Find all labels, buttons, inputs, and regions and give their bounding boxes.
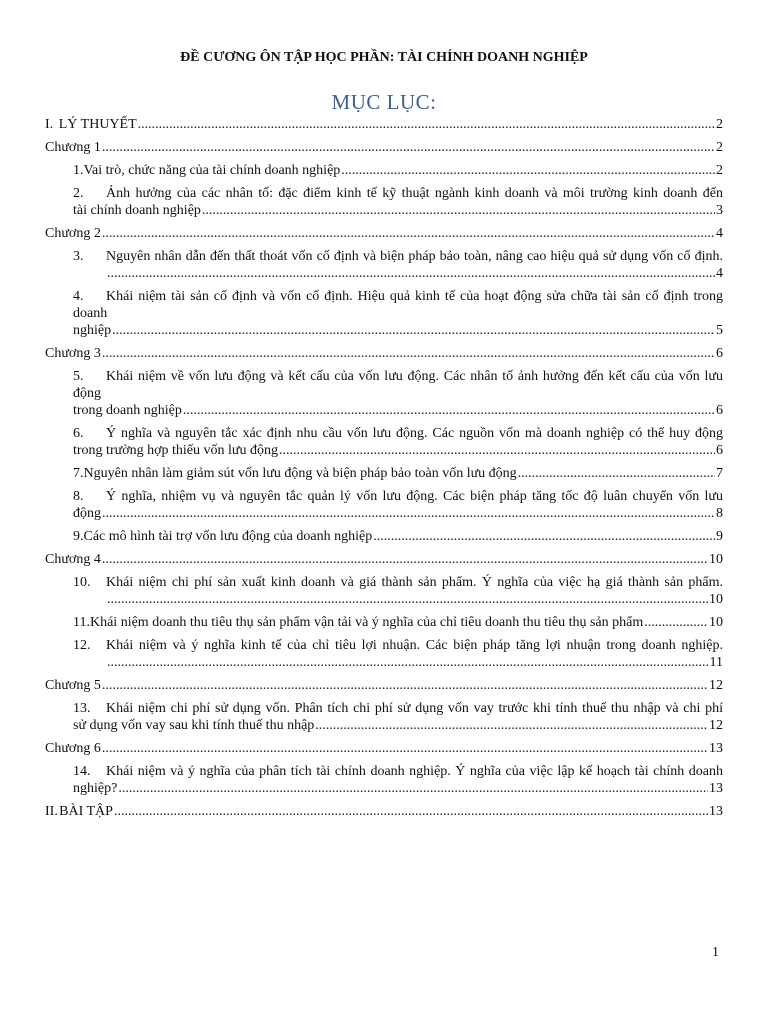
- toc-entry[interactable]: [45, 614, 723, 631]
- toc-entry[interactable]: [45, 740, 723, 757]
- toc-entry[interactable]: [45, 528, 723, 545]
- toc-dot-leader: [341, 162, 715, 179]
- toc-entry-number: 10.: [73, 575, 91, 590]
- toc-entry-number: 6.: [73, 426, 84, 441]
- toc-entry-row: [45, 803, 723, 820]
- toc-entry-text: BÀI TẬP: [59, 804, 113, 819]
- toc-entry-row: [45, 225, 723, 242]
- toc-entry-number: I.: [45, 117, 54, 132]
- toc-entry[interactable]: [45, 700, 723, 734]
- toc-entry-page: 10: [709, 592, 723, 607]
- toc-entry-page: 7: [716, 466, 723, 481]
- toc-dot-leader: [102, 740, 708, 757]
- toc-entry-text: Ảnh hưởng của các nhân tố: đặc điểm kinh tế kỹ thuật ngành kinh doanh và môi trường kinh doanh đến: [106, 186, 723, 201]
- toc-entry-text: Chương 5: [45, 678, 101, 693]
- toc-dot-leader: [138, 116, 715, 133]
- toc-entry-text: Khái niệm và ý nghĩa kinh tế của chỉ tiêu lợi nhuận. Các biện pháp tăng lợi nhuận trong doanh nghiệp.: [106, 638, 723, 653]
- toc-entry-line: [73, 288, 723, 322]
- toc-entry[interactable]: [45, 465, 723, 482]
- toc-entry-number: 1.: [73, 163, 84, 178]
- toc-entry-text: Khái niệm và ý nghĩa của phân tích tài chính doanh nghiệp. Ý nghĩa của việc lập kế hoạch tài chính doanh: [106, 764, 723, 779]
- toc-entry-row: [45, 551, 723, 568]
- toc-entry-line: [73, 574, 723, 591]
- toc-entry-text: Khái niệm chi phí sản xuất kinh doanh và giá thành sản phẩm. Ý nghĩa của việc hạ giá thành sản phẩm.: [106, 575, 723, 590]
- toc-entry[interactable]: [45, 368, 723, 419]
- toc-entry-row: [73, 202, 723, 219]
- toc-entry-page: 2: [716, 163, 723, 178]
- toc-dot-leader: [202, 202, 715, 219]
- document-title: ĐỀ CƯƠNG ÔN TẬP HỌC PHẦN: TÀI CHÍNH DOANH NGHIỆP: [180, 50, 588, 65]
- toc-entry-number: 5.: [73, 369, 84, 384]
- toc-entry-text: Ý nghĩa, nhiệm vụ và nguyên tắc quản lý vốn lưu động. Các biện pháp tăng tốc độ luân chuyển vốn lưu: [106, 489, 723, 504]
- toc-entry[interactable]: [45, 225, 723, 242]
- toc-dot-leader: [107, 265, 715, 282]
- toc-entry-row: [73, 442, 723, 459]
- toc-entry[interactable]: [45, 139, 723, 156]
- toc-dot-leader: [644, 614, 708, 631]
- toc-entry[interactable]: [45, 551, 723, 568]
- toc-entry-line: [73, 488, 723, 505]
- toc-entry-row: [45, 740, 723, 757]
- toc-dot-leader: [102, 225, 715, 242]
- toc-dot-leader: [183, 402, 715, 419]
- toc-entry-number: 8.: [73, 489, 84, 504]
- toc-entry[interactable]: [45, 488, 723, 522]
- toc-entry[interactable]: [45, 345, 723, 362]
- toc-entry-row: [73, 654, 723, 671]
- toc-dot-leader: [107, 654, 709, 671]
- toc-entry-row: [73, 591, 723, 608]
- toc-entry-number: 4.: [73, 289, 84, 304]
- toc-entry[interactable]: [45, 574, 723, 608]
- toc-entry-text: Khái niệm về vốn lưu động và kết cấu của vốn lưu động. Các nhân tố ảnh hưởng đến kết cấu của vốn lưu động: [73, 369, 723, 401]
- toc-entry-text-continued: trong doanh nghiệp: [73, 403, 182, 418]
- toc-entry-row: [73, 717, 723, 734]
- toc-entry-number: 9.: [73, 529, 84, 544]
- toc-entry-row: [73, 265, 723, 282]
- toc-entry-page: 2: [716, 117, 723, 132]
- toc-entry-page: 8: [716, 506, 723, 521]
- toc-entry[interactable]: [45, 248, 723, 282]
- toc-entry-row: [73, 505, 723, 522]
- toc-dot-leader: [114, 803, 708, 820]
- toc-entry-page: 12: [709, 718, 723, 733]
- toc-entry-page: 5: [716, 323, 723, 338]
- toc-dot-leader: [373, 528, 715, 545]
- toc-entry[interactable]: [45, 288, 723, 339]
- toc-entry-number: 12.: [73, 638, 91, 653]
- toc-entry-text-continued: nghiệp: [73, 323, 112, 338]
- toc-entry-text: Chương 2: [45, 226, 101, 241]
- toc-dot-leader: [102, 505, 715, 522]
- toc-dot-leader: [118, 780, 708, 797]
- toc-entry-text: Chương 3: [45, 346, 101, 361]
- toc-entry-row: [45, 139, 723, 156]
- toc-entry-page: 13: [709, 804, 723, 819]
- toc-entry-row: [73, 528, 723, 545]
- toc-dot-leader: [102, 139, 715, 156]
- toc-entry-text-continued: trong trường hợp thiếu vốn lưu động: [73, 443, 278, 458]
- toc-entry-line: [73, 425, 723, 442]
- toc-entry-text: Chương 4: [45, 552, 101, 567]
- toc-entry-text-continued: nghiệp?: [73, 781, 118, 796]
- toc-entry-page: 10: [709, 615, 723, 630]
- toc-entry-text: Các mô hình tài trợ vốn lưu động của doanh nghiệp: [83, 529, 373, 544]
- toc-entry-page: 6: [716, 346, 723, 361]
- toc-entry[interactable]: [45, 803, 723, 820]
- toc-heading: MỤC LỤC:: [331, 90, 437, 114]
- toc-entry-text: Khái niệm doanh thu tiêu thụ sản phẩm vận tải và ý nghĩa của chỉ tiêu doanh thu tiêu thụ sản phẩm: [89, 615, 644, 630]
- toc-entry-page: 4: [716, 266, 723, 281]
- toc-entry-page: 4: [716, 226, 723, 241]
- toc-entry-text-continued: động: [73, 506, 101, 521]
- toc-entry-row: [73, 402, 723, 419]
- page-number: 1: [712, 945, 719, 960]
- toc-entry-page: 6: [716, 443, 723, 458]
- toc-entry-row: [73, 322, 723, 339]
- toc-entry-row: [45, 116, 723, 133]
- toc-entry-row: [73, 614, 723, 631]
- toc-dot-leader: [279, 442, 715, 459]
- toc-entry-page: 9: [716, 529, 723, 544]
- toc-entry-row: [45, 345, 723, 362]
- toc-entry-page: 6: [716, 403, 723, 418]
- toc-entry-text: Khái niệm chi phí sử dụng vốn. Phân tích chi phí sử dụng vốn vay trước khi tính thuế thu nhập và chi phí: [106, 701, 723, 716]
- toc-entry-number: 7.: [73, 466, 84, 481]
- toc-dot-leader: [102, 345, 715, 362]
- table-of-contents: [45, 116, 723, 820]
- toc-entry-page: 3: [716, 203, 723, 218]
- toc-entry-page: 12: [709, 678, 723, 693]
- toc-entry-line: [73, 763, 723, 780]
- toc-entry-text: Vai trò, chức năng của tài chính doanh nghiệp: [83, 163, 341, 178]
- toc-entry-text: Nguyên nhân dẫn đến thất thoát vốn cố định và biện pháp bảo toàn, nâng cao hiệu quả sử dụng vốn cố định.: [106, 249, 723, 264]
- toc-entry[interactable]: [45, 116, 723, 133]
- toc-entry-row: [73, 162, 723, 179]
- toc-entry-line: [73, 185, 723, 202]
- toc-entry-text: LÝ THUYẾT: [58, 117, 137, 132]
- toc-dot-leader: [518, 465, 715, 482]
- toc-entry-number: 14.: [73, 764, 91, 779]
- toc-entry[interactable]: [45, 637, 723, 671]
- toc-entry-number: 3.: [73, 249, 84, 264]
- toc-entry-page: 13: [709, 741, 723, 756]
- toc-entry-text: Nguyên nhân làm giảm sút vốn lưu động và biện pháp bảo toàn vốn lưu động: [83, 466, 517, 481]
- toc-entry-text: Khái niệm tài sản cố định và vốn cố định. Hiệu quả kinh tế của hoạt động sửa chữa tài sản cố định trong doanh: [73, 289, 723, 321]
- toc-dot-leader: [112, 322, 715, 339]
- toc-entry-line: [73, 368, 723, 402]
- toc-dot-leader: [315, 717, 708, 734]
- toc-entry-text-continued: sử dụng vốn vay sau khi tính thuế thu nhập: [73, 718, 315, 733]
- toc-entry-line: [73, 700, 723, 717]
- toc-dot-leader: [107, 591, 708, 608]
- toc-entry-text: Ý nghĩa và nguyên tắc xác định nhu cầu vốn lưu động. Các nguồn vốn mà doanh nghiệp có thể huy động: [106, 426, 723, 441]
- toc-entry-number: 2.: [73, 186, 84, 201]
- toc-entry-row: [73, 780, 723, 797]
- toc-entry-page: 13: [709, 781, 723, 796]
- toc-entry-row: [73, 465, 723, 482]
- toc-entry-line: [73, 248, 723, 265]
- toc-entry-page: 2: [716, 140, 723, 155]
- toc-dot-leader: [102, 677, 708, 694]
- toc-dot-leader: [102, 551, 708, 568]
- toc-entry-page: 10: [709, 552, 723, 567]
- toc-entry-number: 11.: [73, 615, 90, 630]
- toc-entry-number: II.: [45, 804, 58, 819]
- toc-entry-text: Chương 1: [45, 140, 101, 155]
- toc-entry-text-continued: tài chính doanh nghiệp: [73, 203, 201, 218]
- toc-entry[interactable]: [45, 425, 723, 459]
- toc-entry[interactable]: [45, 677, 723, 694]
- toc-entry-row: [45, 677, 723, 694]
- toc-entry-page: 11: [709, 655, 723, 670]
- toc-entry[interactable]: [45, 185, 723, 219]
- toc-entry-number: 13.: [73, 701, 91, 716]
- toc-entry-text: Chương 6: [45, 741, 101, 756]
- toc-entry[interactable]: [45, 763, 723, 797]
- toc-entry-line: [73, 637, 723, 654]
- toc-entry[interactable]: [45, 162, 723, 179]
